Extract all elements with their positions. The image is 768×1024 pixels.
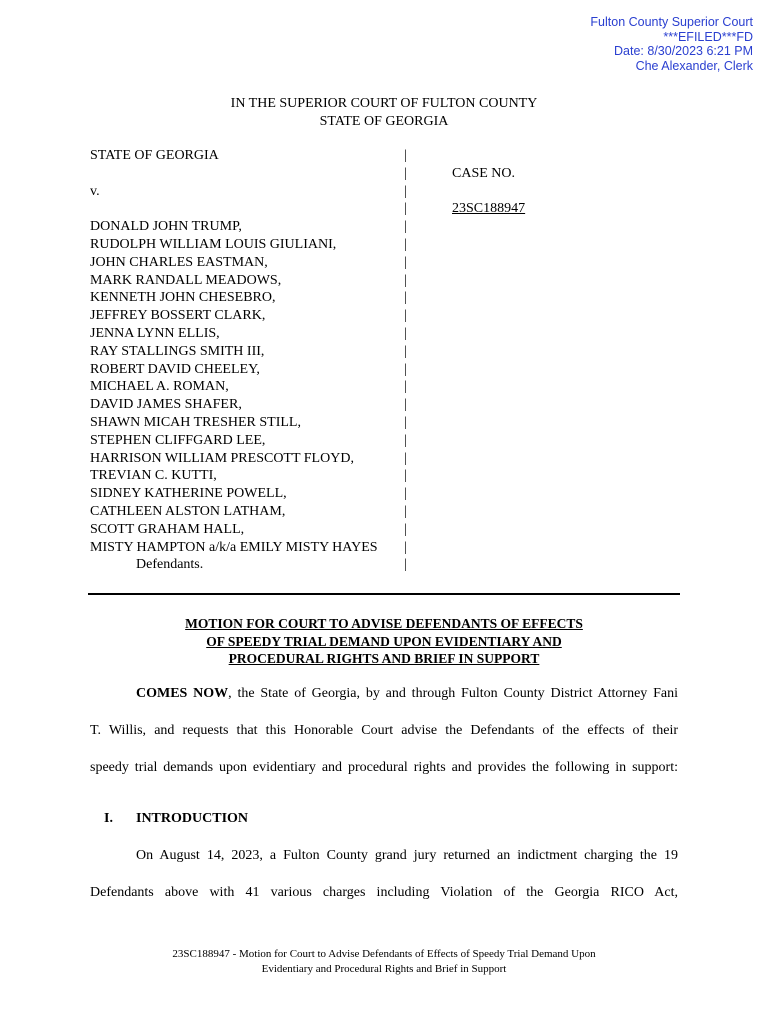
caption-divider (404, 147, 407, 574)
divider-bar: | (404, 361, 407, 377)
divider-bar: | (404, 325, 407, 341)
versus-label: v. (90, 183, 100, 199)
defendant-name: RUDOLPH WILLIAM LOUIS GIULIANI, (90, 236, 337, 252)
divider-bar: | (404, 450, 407, 466)
divider-bar: | (404, 219, 407, 235)
stamp-efiled: ***EFILED***FD (663, 29, 753, 44)
court-header (0, 95, 768, 131)
paragraph-line: T. Willis, and requests that this Honorable Court advise the Defendants of the effects of their (90, 723, 678, 738)
section-title: INTRODUCTION (136, 811, 249, 826)
defendant-name: JENNA LYNN ELLIS, (90, 325, 220, 341)
defendant-name: JEFFREY BOSSERT CLARK, (90, 308, 266, 324)
divider-bar: | (404, 521, 407, 537)
defendant-name: STEPHEN CLIFFGARD LEE, (90, 432, 266, 448)
divider-bar: | (404, 183, 407, 199)
footer-line: Evidentiary and Procedural Rights and Brief in Support (261, 963, 507, 975)
defendant-name: MISTY HAMPTON a/k/a EMILY MISTY HAYES (90, 539, 378, 555)
caption-parties (90, 147, 410, 574)
paragraph-line: Defendants above with 41 various charges including Violation of the Georgia RICO Act, (90, 885, 678, 900)
motion-title-line: OF SPEEDY TRIAL DEMAND UPON EVIDENTIARY AND (206, 633, 562, 649)
defendant-name: DONALD JOHN TRUMP, (90, 219, 242, 235)
defendant-name: HARRISON WILLIAM PRESCOTT FLOYD, (90, 450, 354, 466)
page-footer (0, 947, 768, 977)
defendant-name: SCOTT GRAHAM HALL, (90, 521, 245, 537)
paragraph-text: , the State of Georgia, by and through Fulton County District Attorney Fani (228, 686, 678, 701)
comes-now-lead: COMES NOW (136, 686, 229, 701)
defendant-name: CATHLEEN ALSTON LATHAM, (90, 503, 286, 519)
divider-bar: | (404, 486, 407, 502)
divider-bar: | (404, 201, 407, 217)
defendant-name: DAVID JAMES SHAFER, (90, 397, 242, 413)
section-heading (104, 811, 248, 827)
defendant-name: TREVIAN C. KUTTI, (90, 468, 217, 484)
efiling-stamp (590, 15, 753, 73)
divider-bar: | (404, 397, 407, 413)
plaintiff-name: STATE OF GEORGIA (90, 148, 219, 163)
case-number: 23SC188947 (452, 201, 526, 217)
divider-bar: | (404, 414, 407, 430)
opening-paragraph (90, 685, 678, 796)
stamp-court: Fulton County Superior Court (590, 15, 753, 29)
defendants-label: Defendants. (136, 557, 204, 573)
divider-bar: | (404, 272, 407, 288)
divider-bar: | (404, 432, 407, 448)
defendant-name: MICHAEL A. ROMAN, (90, 379, 229, 395)
defendant-name: JOHN CHARLES EASTMAN, (90, 254, 268, 270)
caption-rule (88, 593, 680, 595)
paragraph-line (90, 685, 678, 722)
court-state: STATE OF GEORGIA (319, 114, 449, 129)
court-name: IN THE SUPERIOR COURT OF FULTON COUNTY (230, 96, 538, 111)
footer-line: 23SC188947 - Motion for Court to Advise Defendants of Effects of Speedy Trial Demand Upon (172, 948, 596, 960)
motion-title (0, 615, 768, 668)
defendant-name: RAY STALLINGS SMITH III, (90, 343, 265, 359)
introduction-paragraph (90, 847, 678, 921)
defendant-name: ROBERT DAVID CHEELEY, (90, 361, 260, 377)
defendant-name: KENNETH JOHN CHESEBRO, (90, 290, 276, 306)
defendant-name: SHAWN MICAH TRESHER STILL, (90, 414, 301, 430)
motion-title-line: PROCEDURAL RIGHTS AND BRIEF IN SUPPORT (228, 651, 540, 666)
section-number: I. (104, 811, 113, 826)
divider-bar: | (404, 343, 407, 359)
case-number-block (452, 147, 652, 218)
divider-bar: | (404, 539, 407, 555)
divider-bar: | (404, 503, 407, 519)
defendant-name: MARK RANDALL MEADOWS, (90, 272, 282, 288)
divider-bar: | (404, 236, 407, 252)
stamp-date: Date: 8/30/2023 6:21 PM (614, 44, 753, 58)
divider-bar: | (404, 308, 407, 324)
divider-bar: | (404, 557, 407, 573)
divider-bar: | (404, 165, 407, 181)
paragraph-line: On August 14, 2023, a Fulton County grand jury returned an indictment charging the 19 (136, 848, 678, 863)
divider-bar: | (404, 468, 407, 484)
divider-bar: | (404, 148, 407, 163)
defendant-name: SIDNEY KATHERINE POWELL, (90, 486, 287, 502)
divider-bar: | (404, 290, 407, 306)
divider-bar: | (404, 379, 407, 395)
stamp-clerk: Che Alexander, Clerk (635, 58, 753, 73)
case-no-label: CASE NO. (452, 165, 516, 181)
paragraph-line: speedy trial demands upon evidentiary and procedural rights and provides the following in support: (90, 760, 678, 775)
motion-title-line: MOTION FOR COURT TO ADVISE DEFENDANTS OF EFFECTS (185, 616, 583, 631)
divider-bar: | (404, 254, 407, 270)
